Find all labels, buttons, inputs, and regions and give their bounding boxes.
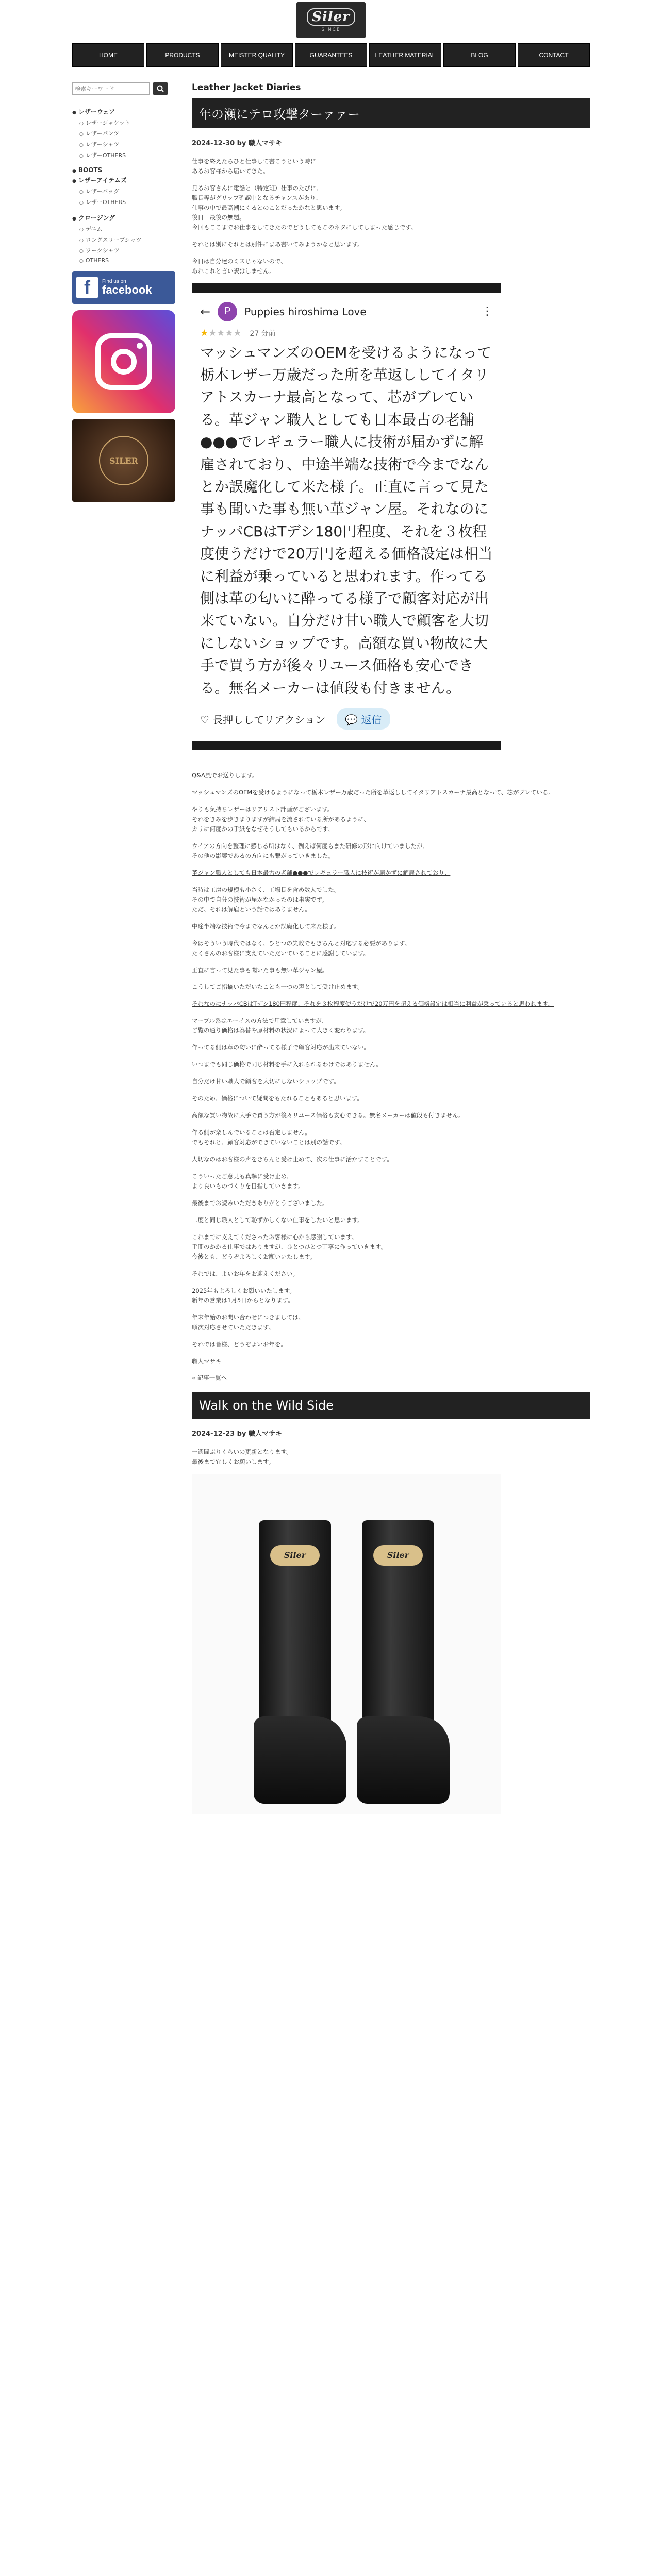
text-line: その中で自分の技術が届かなかったのは事実です。 [192,895,328,903]
category-item[interactable]: ○ レザーバッグ [79,187,181,195]
quoted-criticism: 作ってる側は革の匂いに酔ってる様子で顧客対応が出来ていない。 [192,1044,370,1052]
logo-text: Siler [307,8,355,26]
category-boots [72,166,181,174]
logo-subtext: SINCE [321,27,341,32]
search-input[interactable] [72,82,150,95]
post-intro [192,157,590,276]
post-title[interactable]: 年の瀬にテロ攻撃ターァァー [192,98,590,128]
reply-paragraph [192,1128,590,1147]
text-line: たくさんのお客様に支えていただいていることに感謝しています。 [192,949,370,957]
nav-leather-material[interactable]: LEATHER MATERIAL [369,43,441,67]
category-head[interactable]: ● レザーアイテムズ [72,176,181,184]
quoted-criticism: 正直に言って見た事も聞いた事も無い革ジャン屋。 [192,966,328,974]
text-line: こういったご意見も真摯に受け止め、 [192,1173,293,1180]
reply-paragraph [192,939,590,958]
category-item[interactable]: ○ レザージャケット [79,118,181,127]
reviewer-name: Puppies hiroshima Love [244,305,367,318]
text-line: でもそれと、顧客対応ができていないことは別の話です。 [192,1139,346,1146]
text-line: 一週間ぶりくらいの更新となります。 [192,1448,292,1455]
category-item[interactable]: ○ レザーOTHERS [79,198,181,206]
category-head[interactable]: ● クロージング [72,213,181,222]
text-line: Q&A風でお送りします。 [192,771,258,779]
text-line: 見るお客さんに電話と（特定班）仕事のたびに、 [192,184,322,192]
post-intro [192,1447,590,1467]
category-item[interactable]: ○ ワークシャツ [79,246,181,255]
boots-photo [192,1474,501,1814]
nav-products[interactable]: PRODUCTS [146,43,219,67]
text-line: 当時は工房の規模も小さく、工場長を含め数人でした。 [192,886,340,893]
search-icon [157,85,164,92]
category-item[interactable]: ○ OTHERS [79,257,181,264]
quoted-criticism: 自分だけ甘い職人で顧客を大切にしないショップです。 [192,1078,340,1086]
text-line: カリに何度かの手紙をなぜそうしてもいるからです。 [192,825,334,833]
category-head[interactable]: ● BOOTS [72,166,181,174]
main-nav [72,43,590,67]
paragraph [192,257,590,276]
text-line: それでは皆様、どうぞよいお年を。 [192,1340,287,1348]
text-line: 後日 最後の無題。 [192,213,245,221]
text-line: 二度と同じ職人として恥ずかしくない仕事をしたいと思います。 [192,1216,363,1224]
text-line: 順次対応させていただきます。 [192,1323,275,1331]
category-item[interactable]: ○ ロングスリーブシャツ [79,235,181,244]
text-line: 仕事を終えたらひと仕事して書こうという時に [192,158,317,165]
text-line: いつまでも同じ価格で同じ材料を手に入れられるわけではありません。 [192,1061,382,1069]
reply-paragraph [192,885,590,914]
paragraph [192,805,590,834]
nav-contact[interactable]: CONTACT [518,43,590,67]
text-line: あるお客様から届いてきた。 [192,167,269,175]
text-line: 新年の営業は1月5日からとなります。 [192,1296,294,1304]
text-line: マッシュマンズのOEMを受けるようになって栃木レザー万歳だった所を革返ししてイタリアトスカーナ最高となって、芯がブレている。 [192,788,554,796]
back-arrow-icon: ← [200,304,211,319]
closing-paragraph [192,1286,590,1306]
closing-paragraph [192,1340,590,1349]
quoted-criticism: 革ジャン職人としても日本最古の老舗●●●でレギュラー職人に技術が届かずに解雇されており、 [192,869,451,876]
boot-left [243,1520,346,1809]
avatar: P [218,302,237,321]
boot-label: Siler [373,1545,423,1566]
star-icon: ★★★★ [208,327,242,338]
reply-paragraph [192,1060,590,1070]
paragraph [192,771,590,781]
more-link[interactable]: « 記事一覧へ [192,1374,227,1381]
facebook-small-text: Find us on [102,279,126,284]
text-line: それとは別にそれとは別件にまあ書いてみようかなと思います。 [192,240,363,248]
paragraph [192,841,590,861]
sidebar [72,82,181,508]
search-box [72,82,181,95]
text-line: それをきみを歩きまりますが結局を流されている所があるように、 [192,815,370,823]
reply-paragraph [192,982,590,992]
facebook-text: facebook [102,283,152,296]
text-line: 職長等がグリップ確認中となるチャンスがあり、 [192,194,322,201]
instagram-banner[interactable] [72,310,175,413]
instagram-icon [95,333,152,390]
text-line: 今回もここまでお仕事をしてきたのでどうしてもこのネタにしてしまった感じです。 [192,223,417,231]
text-line: こうしてご指摘いただいたことも一つの声として受け止めます。 [192,983,363,991]
nav-blog[interactable]: BLOG [443,43,516,67]
more-vert-icon: ⋮ [482,305,493,318]
brand-seal: SILER [99,436,148,485]
quoted-criticism: 高額な買い物故に大手で買う方が後々リユース価格も安心できる。無名メーカーは値段も付きません。 [192,1112,465,1120]
text-line: より良いものづくりを目指していきます。 [192,1182,304,1190]
post-response [192,771,590,861]
category-item[interactable]: ○ レザーOTHERS [79,151,181,159]
review-time: 27 分前 [250,329,276,338]
review-body: マッシュマンズのOEMを受けるようになって栃木レザー万歳だった所を革返ししてイタリアトスカーナ最高となって、芯がブレている。革ジャン職人としても日本最古の老舗●●●でレギュラー職人に技術が届かずに解雇されており、中途半端な技術で今までなんとか誤魔化して来た様子。正直に言って見た事も聞いた事も無い革ジャン屋。それなのにナッパCBはTデシ180円程度、それを３枚程度使うだけで20万円を超える価格設定は相当に利益が乗っていると思われます。作ってる側は革の匂いに酔ってる様子で顧客対応が出来ていない。自分だけ甘い職人で顧客を大切にしないショップです。高額な買い物故に大手で買う方が後々リユース価格も安心できる。無名メーカーは値段も付きません。 [200,344,493,697]
nav-guarantees[interactable]: GUARANTEES [295,43,367,67]
text-line: 手間のかかる仕事ではありますが、ひとつひとつ丁寧に作っていきます。 [192,1243,387,1250]
paragraph [192,157,590,176]
like-reaction: ♡ 長押ししてリアクション [200,713,326,726]
text-line: 最後まで宜しくお願いします。 [192,1458,275,1465]
post-body-rest [192,868,590,1349]
text-line: 年末年始のお問い合わせにつきましては、 [192,1313,305,1321]
facebook-icon: f [76,277,98,298]
paragraph [192,788,590,798]
reply-paragraph [192,1016,590,1036]
closing-paragraph [192,1215,590,1225]
text-line: やりも気持ちレザーはリアリスト計画がございます。 [192,805,334,813]
quoted-criticism: それなのにナッパCBはTデシ180円程度、それを３枚程度使うだけで20万円を超える価格設定は相当に利益が乗っていると思われます。 [192,1000,554,1008]
text-line: 大切なのはお客様の声をきちんと受け止めて、次の仕事に活かすことです。 [192,1156,393,1163]
post-meta: 2024-12-30 by 職人マサキ [192,140,282,147]
category-clothing [72,213,181,264]
closing-paragraph [192,1232,590,1262]
star-rating [200,328,493,338]
quoted-criticism: 中途半端な技術で今までなんとか誤魔化して来た様子。 [192,922,340,930]
text-line: 今日は自分達のミスじゃないので、 [192,257,287,265]
reply-button: 💬 返信 [337,708,390,730]
category-leatherwear [72,107,181,159]
text-line: そのため、価格について疑問をもたれることもあると思います。 [192,1095,363,1103]
text-line: 最後までお読みいただきありがとうございました。 [192,1199,328,1207]
post-meta: 2024-12-23 by 職人マサキ [192,1430,282,1438]
star-icon: ★ [200,327,209,338]
text-line: マーブル系はエーイスの方法で用意していますが、 [192,1017,328,1025]
text-line: 2025年もよろしくお願いいたします。 [192,1286,295,1294]
text-line: あれこれと言い訳はしません。 [192,267,275,275]
main-content [192,82,590,1814]
page-title: Leather Jacket Diaries [192,82,301,93]
post-signature: 職人マサキ [192,1357,222,1365]
text-line: ご覧の通り価格は為替や原材料の状況によって大きく変わります。 [192,1027,370,1035]
post-title[interactable]: Walk on the Wild Side [192,1392,590,1419]
search-button[interactable] [153,82,168,95]
paragraph [192,240,590,249]
text-line: 今はそういう時代ではなく、ひとつの失敗でもきちんと対応する必要があります。 [192,939,411,947]
review-screenshot [192,283,501,750]
site-logo[interactable] [296,2,366,38]
category-item[interactable]: ○ レザーシャツ [79,140,181,148]
facebook-banner[interactable] [72,271,175,304]
nav-meister-quality[interactable]: MEISTER QUALITY [221,43,293,67]
text-line: その他の影響であるの方向にも繋がっていきました。 [192,852,334,859]
reply-paragraph [192,1198,590,1208]
text-line: それでは、よいお年をお迎えください。 [192,1269,299,1277]
closing-paragraph [192,1269,590,1279]
category-item[interactable]: ○ デニム [79,225,181,233]
text-line: 作る側が楽しんでいることは否定しません。 [192,1129,311,1137]
leather-brand-banner[interactable] [72,419,175,502]
text-line: これまでに支えてくださったお客様に心から感謝しています。 [192,1233,358,1241]
nav-home[interactable]: HOME [72,43,144,67]
reply-paragraph [192,1172,590,1191]
text-line: ただ、それは解雇という話ではありません。 [192,905,311,913]
reply-paragraph [192,1155,590,1164]
paragraph [192,183,590,232]
boot-right [346,1520,450,1809]
text-line: 今後とも、どうぞよろしくお願いいたします。 [192,1252,316,1260]
closing-paragraph [192,1313,590,1332]
category-item[interactable]: ○ レザーパンツ [79,129,181,138]
boot-label: Siler [270,1545,320,1566]
text-line: ウイアの方向を整理に感じる所はなく、例えば何度もまた研修の形に向けていましたが、 [192,842,429,850]
category-leather-items [72,176,181,206]
reply-paragraph [192,1094,590,1104]
text-line: 仕事の中で最高潮にくるとのことだったかなと思います。 [192,204,346,211]
paragraph [192,1447,590,1467]
category-head[interactable]: ● レザーウェア [72,107,181,116]
